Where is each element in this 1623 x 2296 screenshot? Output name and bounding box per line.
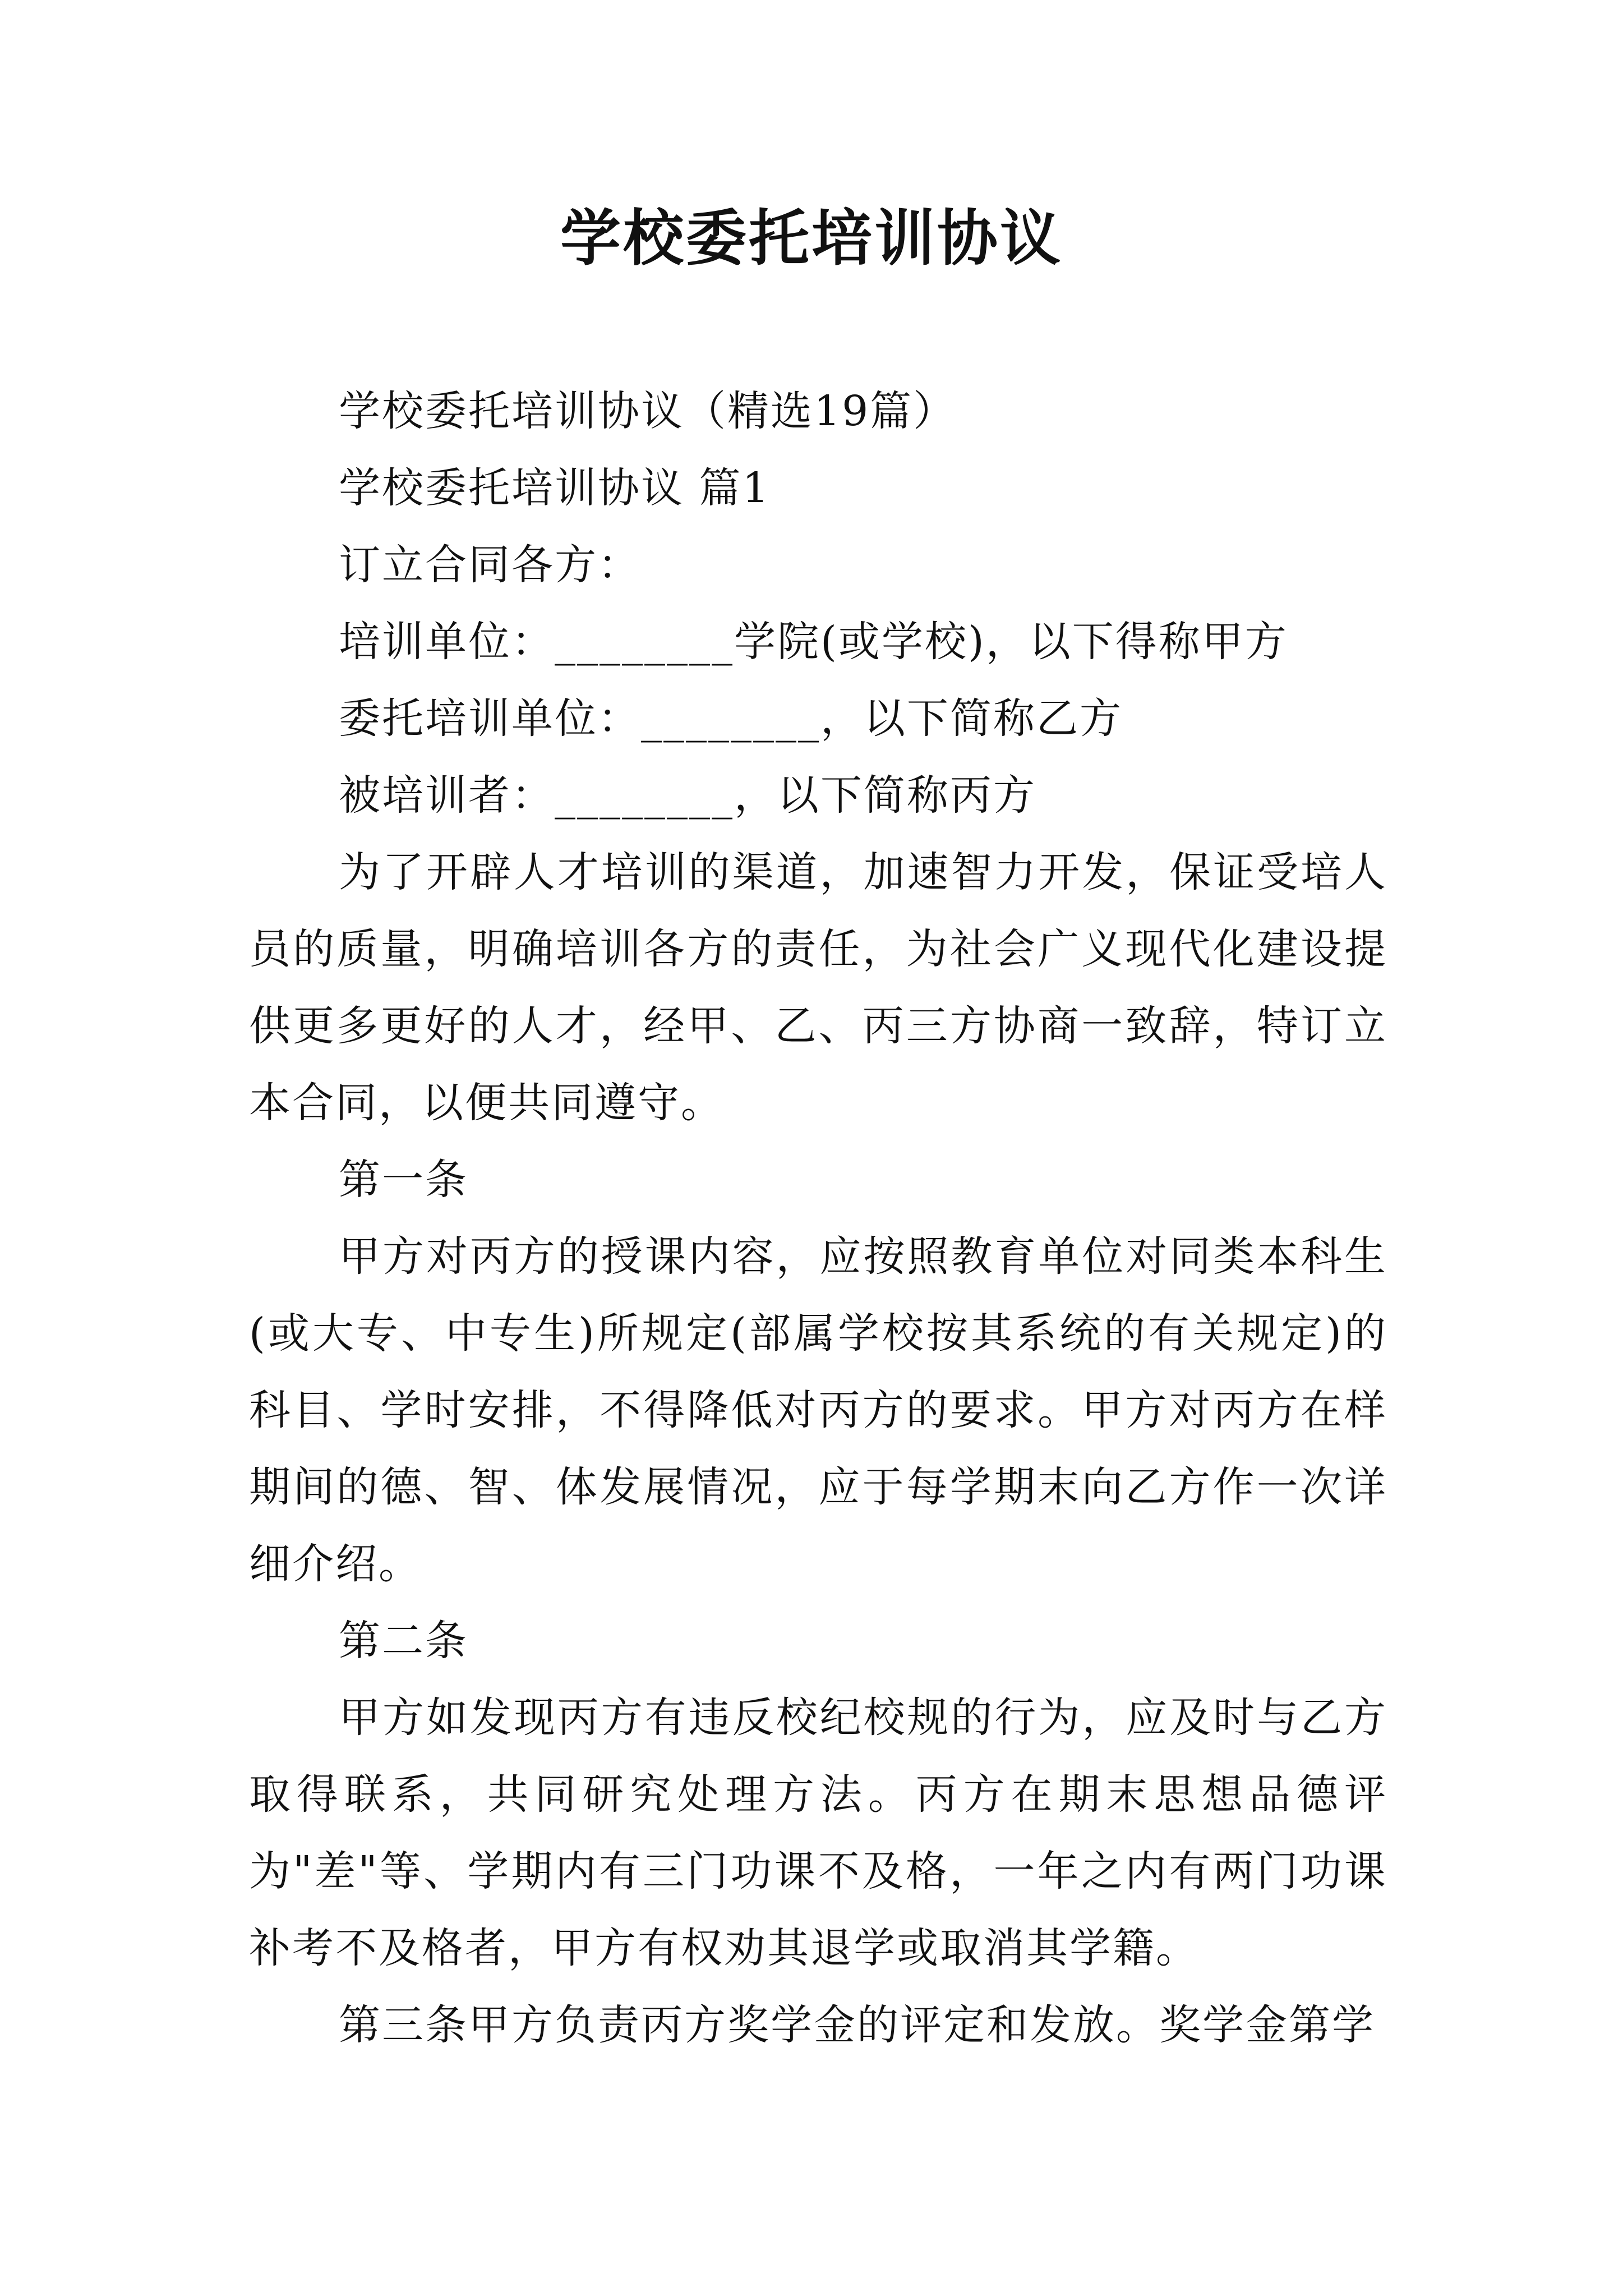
article-2-body: 甲方如发现丙方有违反校纪校规的行为，应及时与乙方取得联系，共同研究处理方法。丙方在期末思想品德评为"差"等、学期内有三门功课不及格，一年之内有两门功课补考不及格者，甲方有权劝其退学或取消其学籍。 — [249, 1694, 1387, 1972]
paragraph-party-a: 培训单位：________学院(或学校)，以下得称甲方 — [339, 618, 1288, 666]
paragraph-section-heading: 学校委托培训协议 篇1 — [339, 464, 771, 512]
paragraph-purpose: 为了开辟人才培训的渠道，加速智力开发，保证受培人员的质量，明确培训各方的责任，为社会广义现代化建设提供更多更好的人才，经甲、乙、丙三方协商一致辞，特订立本合同，以便共同遵守。 — [249, 848, 1387, 1127]
article-1-heading: 第一条 — [339, 1156, 468, 1204]
document-body — [249, 373, 1387, 2064]
article-2-heading: 第二条 — [339, 1617, 468, 1665]
paragraph-party-c: 被培训者：________，以下简称丙方 — [339, 771, 1036, 820]
article-3-body: 第三条甲方负责丙方奖学金的评定和发放。奖学金第学 — [339, 2001, 1375, 2049]
paragraph-party-b: 委托培训单位：________，以下简称乙方 — [339, 694, 1123, 743]
article-1-body: 甲方对丙方的授课内容，应按照教育单位对同类本科生(或大专、中专生)所规定(部属学校按其系统的有关规定)的科目、学时安排，不得降低对丙方的要求。甲方对丙方在样期间的德、智、体发展情况，应于每学期末向乙方作一次详细介绍。 — [249, 1232, 1387, 1588]
document-title: 学校委托培训协议 — [560, 203, 1063, 274]
paragraph-subtitle: 学校委托培训协议（精选19篇） — [339, 387, 957, 435]
paragraph-parties-heading: 订立合同各方： — [339, 541, 641, 589]
